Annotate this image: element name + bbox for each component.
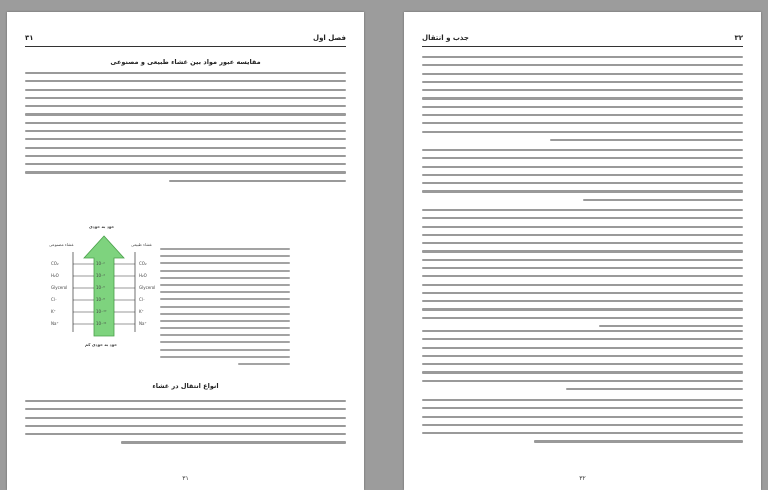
text-line	[25, 433, 346, 435]
body-text-block	[25, 400, 346, 450]
molecule-label-right-1: H₂O	[139, 273, 147, 278]
text-line	[422, 355, 743, 357]
text-line	[422, 338, 743, 340]
text-line	[422, 182, 743, 184]
chapter-title: جذب و انتقال	[422, 34, 469, 42]
text-line	[25, 89, 346, 91]
text-line	[422, 226, 743, 228]
permeability-value-5: 10⁻¹²	[96, 321, 107, 326]
text-line	[25, 400, 346, 402]
text-line	[422, 363, 743, 365]
permeability-value-3: 10⁻⁸	[96, 297, 105, 302]
molecule-label-right-5: Na⁺	[139, 321, 147, 326]
molecule-label-right-4: K⁺	[139, 309, 144, 314]
body-text-block	[422, 330, 743, 396]
text-line	[422, 209, 743, 211]
text-line	[160, 334, 290, 336]
text-line	[422, 106, 743, 108]
text-line	[422, 317, 743, 319]
text-line	[422, 347, 743, 349]
text-line	[422, 250, 743, 252]
text-line	[160, 277, 290, 279]
text-line	[422, 284, 743, 286]
text-line	[422, 380, 743, 382]
body-text-block	[422, 209, 743, 333]
body-text-block	[25, 72, 346, 188]
text-line	[169, 180, 346, 182]
figure-bottom-label: خود به خودی کم	[85, 342, 118, 347]
text-line	[422, 371, 743, 373]
text-line	[422, 424, 743, 426]
text-line	[422, 131, 743, 133]
page-left	[7, 12, 364, 490]
footer-page-number: ۳۲	[579, 475, 586, 482]
molecule-label-left-1: H₂O	[51, 273, 59, 278]
molecule-label-left-5: Na⁺	[51, 321, 59, 326]
page-number: ۳۱	[25, 34, 34, 42]
text-line	[422, 217, 743, 219]
permeability-figure	[49, 224, 167, 352]
section-title: مقایسه عبور مواد بین غشاء طبیعی و مصنوعی	[110, 58, 261, 66]
text-line	[422, 89, 743, 91]
molecule-label-left-2: Glycerol	[51, 285, 68, 290]
text-line	[25, 97, 346, 99]
text-line	[550, 139, 743, 141]
permeability-value-0: 10⁻²	[96, 261, 105, 266]
text-line	[25, 130, 346, 132]
text-line	[422, 64, 743, 66]
page-right	[404, 12, 761, 490]
text-line	[160, 270, 290, 272]
permeability-value-4: 10⁻¹⁰	[96, 309, 107, 314]
molecule-label-left-4: K⁺	[51, 309, 56, 314]
text-line	[422, 157, 743, 159]
text-line	[422, 73, 743, 75]
text-line	[160, 341, 290, 343]
text-line	[25, 425, 346, 427]
body-text-block	[422, 399, 743, 449]
text-line	[160, 327, 290, 329]
text-line	[422, 432, 743, 434]
text-line	[25, 72, 346, 74]
text-line	[25, 417, 346, 419]
text-line	[238, 363, 290, 365]
text-line	[422, 114, 743, 116]
text-line	[422, 81, 743, 83]
text-line	[422, 234, 743, 236]
text-line	[25, 147, 346, 149]
text-line	[534, 440, 743, 442]
text-line	[422, 56, 743, 58]
page-header	[422, 32, 743, 47]
text-line	[25, 105, 346, 107]
permeability-value-2: 10⁻⁶	[96, 285, 105, 290]
molecule-label-right-2: Glycerol	[139, 285, 156, 290]
text-line	[422, 300, 743, 302]
subsection-title: انواع انتقال در غشاء	[152, 382, 219, 390]
page-number: ۳۲	[734, 34, 743, 42]
body-text-block	[422, 56, 743, 147]
text-line	[160, 284, 290, 286]
figure-top-label: خود به خودی	[89, 224, 115, 229]
text-line	[160, 306, 290, 308]
text-line	[25, 80, 346, 82]
molecule-label-left-3: Cl⁻	[51, 297, 58, 302]
page-header	[25, 32, 346, 47]
molecule-label-left-0: CO₂	[51, 261, 59, 266]
text-line	[422, 399, 743, 401]
chapter-title: فصل اول	[313, 34, 346, 42]
figure-right-label: غشاء طبیعی	[131, 242, 152, 247]
text-line	[422, 122, 743, 124]
text-line	[422, 149, 743, 151]
body-text-block	[422, 149, 743, 207]
text-line	[25, 408, 346, 410]
text-line	[25, 138, 346, 140]
text-line	[25, 163, 346, 165]
text-line	[422, 330, 743, 332]
text-line	[160, 356, 290, 358]
text-line	[422, 97, 743, 99]
molecule-label-right-3: Cl⁻	[139, 297, 146, 302]
text-line	[160, 320, 290, 322]
text-line	[422, 166, 743, 168]
text-line	[566, 388, 743, 390]
text-line	[422, 267, 743, 269]
text-line	[160, 248, 290, 250]
permeability-value-1: 10⁻⁴	[96, 273, 105, 278]
text-line	[422, 259, 743, 261]
figure-caption	[160, 248, 290, 370]
footer-page-number: ۳۱	[182, 475, 189, 482]
molecule-label-right-0: CO₂	[139, 261, 147, 266]
text-line	[422, 174, 743, 176]
text-line	[160, 298, 290, 300]
text-line	[25, 122, 346, 124]
text-line	[422, 407, 743, 409]
text-line	[583, 199, 744, 201]
text-line	[422, 242, 743, 244]
text-line	[160, 349, 290, 351]
text-line	[422, 416, 743, 418]
text-line	[160, 255, 290, 257]
text-line	[160, 313, 290, 315]
text-line	[422, 292, 743, 294]
text-line	[160, 262, 290, 264]
text-line	[25, 171, 346, 173]
text-line	[422, 275, 743, 277]
figure-left-label: غشاء مصنوعی	[49, 242, 74, 247]
text-line	[422, 308, 743, 310]
text-line	[160, 291, 290, 293]
text-line	[599, 325, 743, 327]
text-line	[422, 190, 743, 192]
text-line	[121, 441, 346, 443]
text-line	[25, 155, 346, 157]
text-line	[25, 113, 346, 115]
